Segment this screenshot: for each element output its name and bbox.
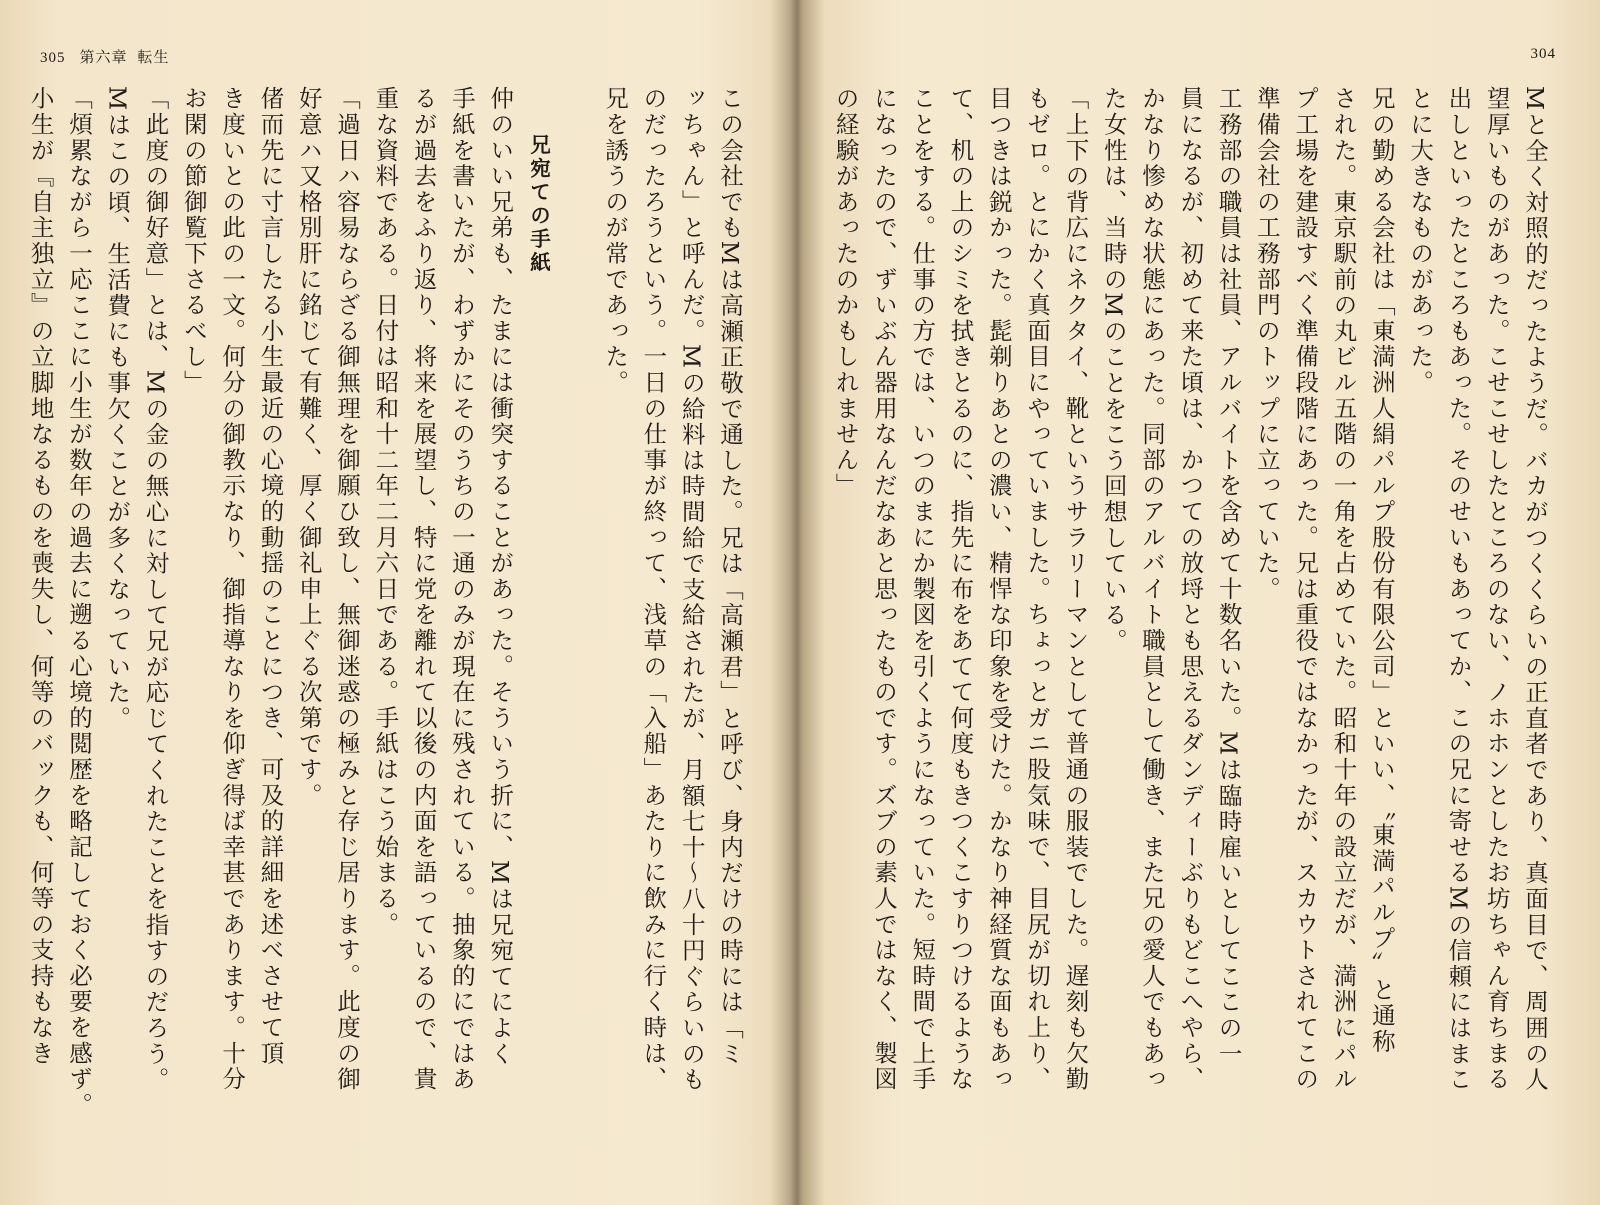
text-column: 小生が『自主独立』の立脚地なるものを喪失し、何等のバックも、何等の支持もなき (26, 86, 55, 1067)
text-column: 望厚いものがあった。こせこせしたところのない、ノホホンとしたお坊ちゃん育ちまる (1482, 86, 1511, 1093)
text-column: ッちゃん」と呼んだ。Mの給料は時間給で支給されたが、月額七十～八十円ぐらいのも (677, 86, 706, 1093)
text-column: プ工場を建設すべく準備段階にあった。兄は重役ではなかったが、スカウトされてこの (1291, 86, 1320, 1093)
text-column: 好意ハ又格別肝に銘じて有難く、厚く御礼申上ぐる次第です。 (294, 86, 323, 809)
text-column: 準備会社の工務部門のトップに立っていた。 (1252, 86, 1281, 602)
right-body-text (826, 86, 1554, 1126)
text-column: 偖而先に寸言したる小生最近の心境的動揺のことにつき、可及的詳細を述べさせて頂 (256, 86, 285, 1067)
text-column: お閑の節御覧下さるべし」 (179, 86, 208, 396)
right-page (800, 0, 1600, 1205)
text-column: Mと全く対照的だったようだ。バカがつくくらいの正直者であり、真面目で、周囲の人 (1521, 86, 1549, 1093)
text-column: 「煩累ながら一応ここに小生が数年の過去に遡る心境的閲歴を略記しておく必要を感ず。 (64, 86, 93, 1118)
text-column: のだったろうという。一日の仕事が終って、浅草の「入船」あたりに飲みに行く時は、 (639, 86, 668, 1093)
text-column: 重な資料である。日付は昭和十二年二月六日である。手紙はこう始まる。 (371, 86, 400, 938)
text-column: になったので、ずいぶん器用なんだなあと思ったものです。ズブの素人ではなく、製図 (869, 86, 898, 1093)
text-column: 工務部の職員は社員、アルバイトを含めて十数名いた。Mは臨時雇いとしてここの一 (1214, 86, 1243, 1067)
text-column: この会社でもMは高瀬正敬で通した。兄は「高瀬君」と呼び、身内だけの時には「ミ (716, 86, 744, 1067)
text-column: て、机の上のシミを拭きとるのに、指先に布をあてて何度もきつくこすりつけるような (946, 86, 975, 1093)
text-column: 兄の勤める会社は「東満洲人絹パルプ股份有限公司」といい、〝東満パルプ〟と通称 (1367, 86, 1396, 1055)
text-column: もゼロ。とにかく真面目にやっていました。ちょっとガニ股気味で、目尻が切れ上り、 (1023, 86, 1052, 1093)
text-column: かなり惨めな状態にあった。同部のアルバイト職員として働き、また兄の愛人でもあっ (1138, 86, 1167, 1093)
text-column: 「上下の背広にネクタイ、靴というサラリーマンとして普通の服装でした。遅刻も欠勤 (1061, 86, 1090, 1093)
text-column: 兄を誘うのが常であった。 (601, 86, 630, 396)
right-page-number: 304 (1530, 46, 1556, 62)
text-column: 手紙を書いたが、わずかにそのうちの一通のみが現在に残されている。抽象的にではあ (447, 86, 476, 1093)
text-column: た女性は、当時のMのことをこう回想している。 (1099, 86, 1128, 655)
right-running-head (1531, 46, 1557, 63)
left-page (0, 0, 795, 1205)
text-column: るが過去をふり返り、将来を展望し、特に党を離れて以後の内面を語っているので、貴 (409, 86, 438, 1093)
text-column: 出しといったところもあった。そのせいもあってか、この兄に寄せるMの信頼にはまこ (1444, 86, 1473, 1093)
left-page-number: 305 (40, 50, 66, 66)
text-column: 「此度の御好意」とは、Mの金の無心に対して兄が応じてくれたことを指すのだろう。 (141, 86, 170, 1093)
text-column: き度いとの此の一文。何分の御教示なり、御指導なりを仰ぎ得ば幸甚であります。十分 (218, 86, 247, 1093)
text-column: Mはこの頃、生活費にも事欠くことが多くなっていた。 (103, 86, 132, 732)
text-column: とに大きなものがあった。 (1406, 86, 1435, 396)
text-column: 仲のいい兄弟も、たまには衝突することがあった。そういう折に、Mは兄宛てによく (486, 86, 515, 1067)
text-column: の経験があったのかもしれません」 (831, 86, 860, 499)
text-column: 「過日ハ容易ならざる御無理を御願ひ致し、無御迷惑の極みと存じ居ります。此度の御 (333, 86, 362, 1093)
chapter-number: 第六章 (79, 50, 128, 66)
left-body-text (21, 86, 749, 1126)
chapter-title: 転生 (137, 50, 170, 66)
left-running-head (40, 46, 170, 67)
text-column: 員になるが、初めて来た頃は、かつての放埒とも思えるダンディーぶりもどこへやら、 (1176, 86, 1205, 1093)
text-column: 目つきは鋭かった。髭剃りあとの濃い、精悍な印象を受けた。かなり神経質な面もあっ (984, 86, 1013, 1093)
text-column: された。東京駅前の丸ビル五階の一角を占めていた。昭和十年の設立だが、満洲にパル (1329, 86, 1358, 1093)
section-heading: 兄宛ての手紙 (526, 134, 551, 275)
text-column: ことをする。仕事の方では、いつのまにか製図を引くようになっていた。短時間で上手 (908, 86, 937, 1093)
